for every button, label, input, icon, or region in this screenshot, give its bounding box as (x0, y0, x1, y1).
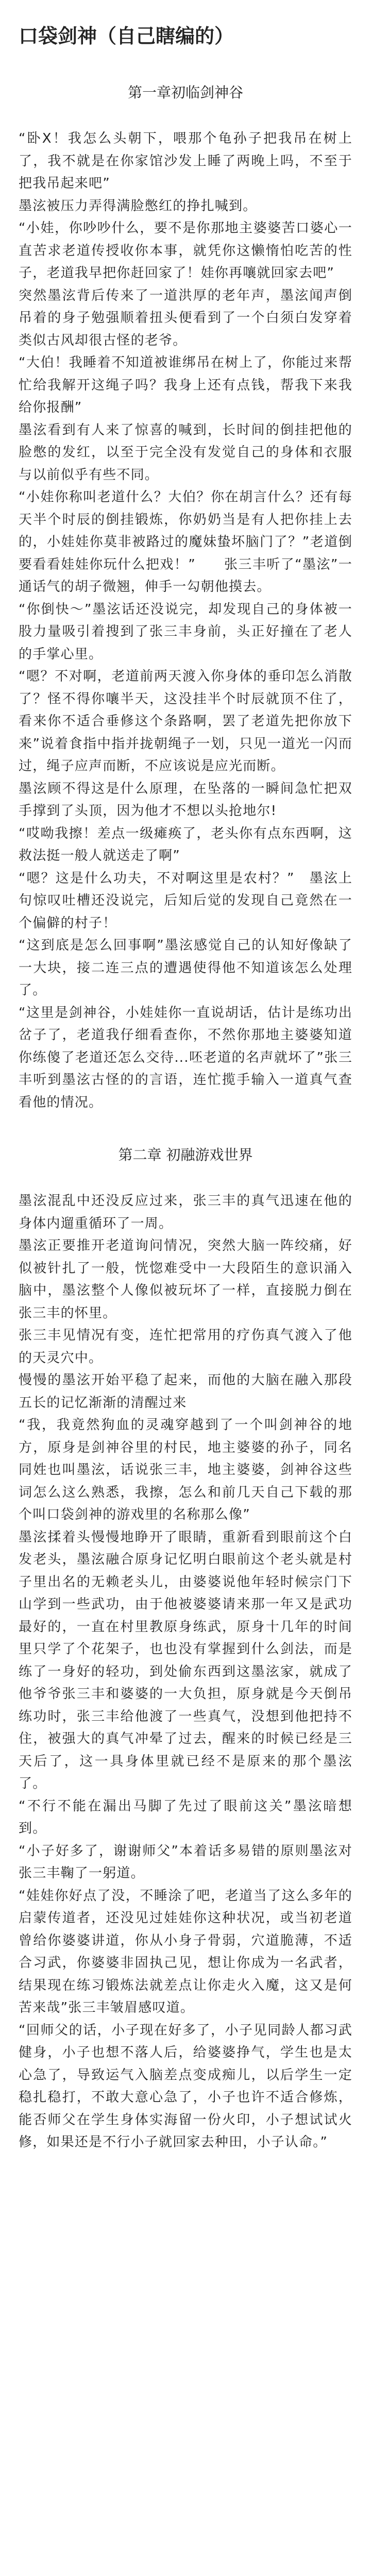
chapter-1-paragraph-6: 墨泫看到有人来了惊喜的喊到，长时间的倒挂把他的脸憋的发红，以至于完全没有发觉自己的身体和衣服与以前似乎有些不同。 (19, 422, 352, 483)
article-title: 口袋剑神（自己瞎编的） (19, 25, 234, 47)
chapter-1-paragraph-12: “嗯？这是什么功夫，不对啊这里是农村？” 墨泫上句惊叹吐槽还没说完，后知后觉的发现自己竟然在一个偏僻的村子！ (19, 870, 352, 931)
chapter-2-paragraph-8: “小子好多了，谢谢师父”本着话多易错的原则墨泫对张三丰鞠了一躬道。 (19, 1843, 352, 1881)
chapter-1-paragraph-10: 墨泫顾不得这是什么原理，在坠落的一瞬间急忙把双手撑到了头顶，因为他才不想以头抢地尔! (19, 781, 352, 819)
chapter-1-paragraph-11: “哎呦我擦！差点一级瘫痪了，老头你有点东西啊，这救法挺一般人就送走了啊” (19, 825, 352, 863)
chapter-2-paragraph-3: 张三丰见情况有变，连忙把常用的疗伤真气渡入了他的天灵穴中。 (19, 1328, 352, 1366)
chapter-2-body (19, 1190, 352, 2154)
chapter-2-paragraph-2: 墨泫正要推开老道询问情况，突然大脑一阵绞痛，好似被针扎了一般，恍惚难受中一大段陌生的意识涌入脑中，墨泫整个人像似被玩坏了一样，直接脱力倒在张三丰的怀里。 (19, 1238, 352, 1321)
chapter-1-title: 第一章初临剑神谷 (127, 84, 243, 101)
chapter-1-body (19, 128, 352, 1114)
chapter-1-paragraph-3: “小娃，你吵吵什么，要不是你那地主婆婆苦口婆心一直苦求老道传授收你本事，就凭你这懒惰怕吃苦的性子，老道我早把你赶回家了！娃你再嚷就回家去吧” (19, 221, 352, 281)
chapter-2-paragraph-7: “不行不能在漏出马脚了先过了眼前这关”墨泫暗想到。 (19, 1798, 352, 1836)
chapter-1-paragraph-8: “你倒快～”墨泫话还没说完，却发现自己的身体被一股力量吸引着搜到了张三丰身前，头正好撞在了老人的手掌心里。 (19, 601, 352, 662)
chapter-2-paragraph-5: “我，我竟然狗血的灵魂穿越到了一个叫剑神谷的地方，原身是剑神谷里的村民，地主婆婆的孙子，同名同姓也叫墨泫，话说张三丰，地主婆婆，剑神谷这些词怎么这么熟悉，我擦，怎么和前几天自己下载的那个叫口袋剑神的游戏里的名称那么像” (19, 1417, 352, 1522)
chapter-1-paragraph-5: “大伯！我睡着不知道被谁绑吊在树上了，你能过来帮忙给我解开这绳子吗？我身上还有点钱，帮我下来我给你报酬” (19, 355, 352, 415)
chapter-2-title: 第二章 初融游戏世界 (118, 1146, 253, 1163)
chapter-2-paragraph-1: 墨泫混乱中还没反应过来，张三丰的真气迅速在他的身体内遛重循环了一周。 (19, 1193, 352, 1231)
chapter-2-paragraph-4: 慢慢的墨泫开始平稳了起来，而他的大脑在融入那段五长的记忆渐渐的清醒过来 (19, 1372, 352, 1411)
chapter-1-paragraph-14: “这里是剑神谷，小娃娃你一直说胡话，估计是练功出岔子了，老道我仔细看查你，不然你那地主婆婆知道你练傻了老道还怎么交待...呸老道的名声就坏了”张三丰听到墨泫古怪的的言语，连忙揽手输入一道真气查看他的情况。 (19, 1005, 352, 1110)
chapter-1-paragraph-13: “这到底是怎么回事啊”墨泫感觉自己的认知好像缺了一大块，接二连三点的遭遇使得他不知道该怎么处理了。 (19, 938, 352, 998)
chapter-1-paragraph-7: “小娃你称叫老道什么？大伯？你在胡言什么？还有每天半个时辰的倒挂锻炼，你奶奶当是有人把你挂上去的，小娃娃你莫非被路过的魔妹蛰坏脑门了？”老道倒要看看娃娃你玩什么把戏！” 张三丰听了“墨泫”一通话气的胡子微翘，伸手一勾朝他摸去。 (19, 489, 352, 595)
chapter-1-paragraph-2: 墨泫被压力弄得满脸憋红的挣扎喊到。 (19, 198, 257, 214)
chapter-1-paragraph-9: “嗯？不对啊，老道前两天渡入你身体的垂印怎么消散了？怪不得你嚷半天，这没挂半个时辰就顶不住了，看来你不适合垂修这个条路啊，罢了老道先把你放下来”说着食指中指并拢朝绳子一划，只见一道光一闪而过，绳子应声而断，不应该说是应光而断。 (19, 669, 352, 774)
chapter-2-paragraph-9: “娃娃你好点了没，不睡涂了吧，老道当了这么多年的启蒙传道者，还没见过娃娃你这种状况，或当初老道曾给你婆婆讲道，你从小身子骨弱，穴道脆薄，不适合习武，你婆婆非固执己见，想让你成为一名武者，结果现在练习锻炼法就差点让你走火入魔，这又是何苦来哉”张三丰皱眉感叹道。 (19, 1888, 352, 2015)
chapter-2-paragraph-10: “回师父的话，小子现在好多了，小子见同龄人都习武健身，小子也想不落人后，给婆婆挣气，学生也是太心急了，导致运气入脑差点变成痴儿，以后学生一定稳扎稳打，不敢大意心急了，小子也许不适合修炼，能否师父在学生身体实海留一份火印，小子想试试火修，如果还是不行小子就回家去种田，小子认命。” (19, 2022, 352, 2150)
chapter-1-paragraph-1: “卧X！我怎么头朝下，喂那个龟孙子把我吊在树上了，我不就是在你家馆沙发上睡了两晚上吗，不至于把我吊起来吧” (19, 131, 352, 191)
chapter-2-paragraph-6: 墨泫揉着头慢慢地睁开了眼睛，重新看到眼前这个白发老头，墨泫融合原身记忆明白眼前这个老头就是村子里出名的无赖老头儿，由婆婆说他年轻时候宗门下山学到一些武功，由于他被婆婆请来那一年又是武功最好的，一直在村里教原身练武，原身十几年的时间里只学了个花架子，也也没有掌握到什么剑法，而是练了一身好的轻功，到处偷东西到这墨泫家，就成了他爷爷张三丰和婆婆的一大负担，原身就是今天倒吊练功时，张三丰给他渡了一些真气，没想到他把持不住，被强大的真气冲晕了过去，醒来的时候已经是三天后了，这一具身体里就已经不是原来的那个墨泫了。 (19, 1529, 352, 1791)
chapter-1-paragraph-4: 突然墨泫背后传来了一道洪厚的老年声，墨泫闻声倒吊着的身子勉强顺着扭头便看到了一个白须白发穿着类似古风却很古怪的老爷。 (19, 287, 352, 348)
